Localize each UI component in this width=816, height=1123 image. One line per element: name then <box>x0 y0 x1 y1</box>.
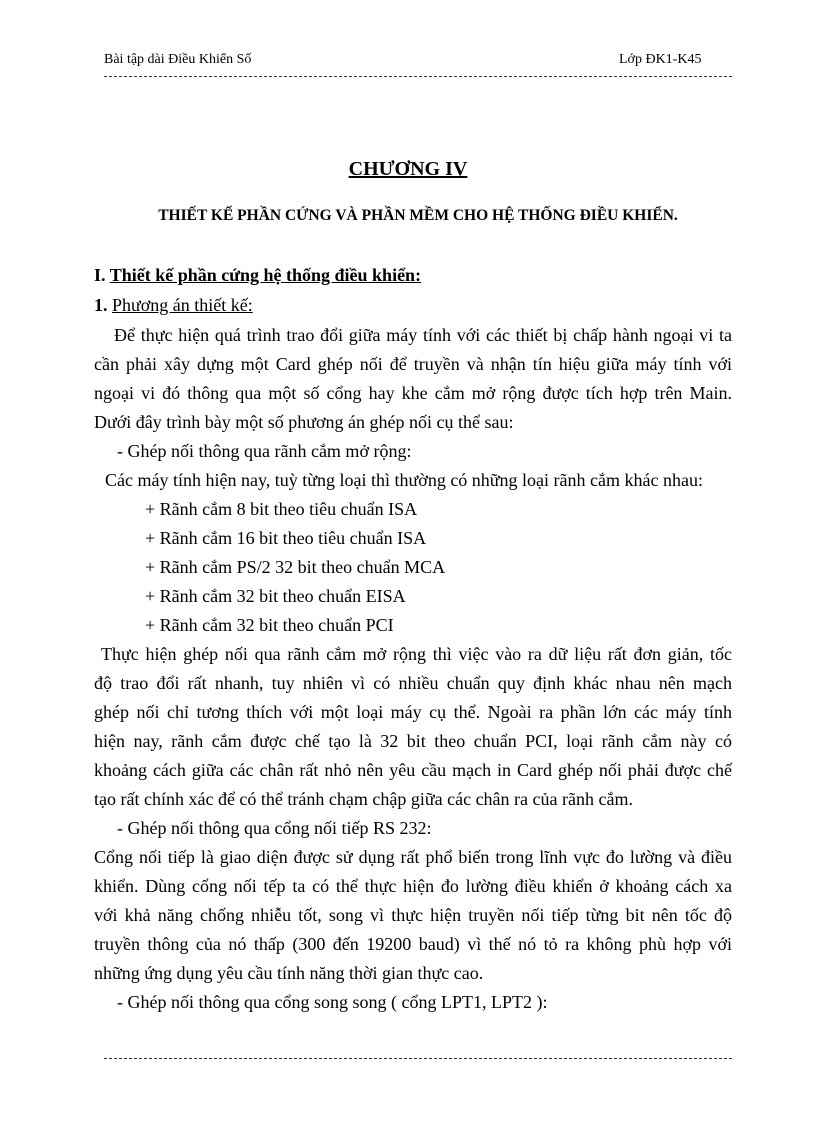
option-slot-intro: Các máy tính hiện nay, tuỳ từng loại thì thường có những loại rãnh cắm khác nhau: <box>105 470 703 490</box>
paragraph-line: Dưới đây trình bày một số phương án ghép nối cụ thể sau: <box>94 412 514 432</box>
option-slot: - Ghép nối thông qua rãnh cắm mở rộng: <box>117 441 412 461</box>
subsection-heading <box>94 294 732 316</box>
subsection-title: Phương án thiết kế: <box>112 295 253 315</box>
footer-divider <box>104 1058 732 1059</box>
paragraph-line: ghép nối chỉ tương thích với một loại máy cụ thể. Ngoài ra phần lớn các máy tính <box>94 702 732 722</box>
paragraph-line: Để thực hiện quá trình trao đổi giữa máy tính với các thiết bị chấp hành ngoại vi ta <box>114 325 732 345</box>
list-item: + Rãnh cắm 16 bit theo tiêu chuẩn ISA <box>145 528 427 548</box>
paragraph-line: tạo rất chính xác để có thể tránh chạm chập giữa các chân ra của rãnh cắm. <box>94 789 633 809</box>
section-number: I. <box>94 265 110 285</box>
chapter-title: CHƯƠNG IV <box>348 158 468 180</box>
section-heading <box>94 264 732 286</box>
paragraph-line: hiện nay, rãnh cắm được chế tạo là 32 bit theo chuẩn PCI, loại rãnh cắm này có <box>94 731 732 751</box>
paragraph-line: Cổng nối tiếp là giao diện được sử dụng rất phổ biến trong lĩnh vực đo lường và điều <box>94 847 732 867</box>
paragraph-line: độ trao đổi rất nhanh, tuy nhiên vì có nhiều chuẩn quy định khác nhau nên mạch <box>94 673 732 693</box>
paragraph-line: những ứng dụng yêu cầu tính năng thời gian thực cao. <box>94 963 484 983</box>
paragraph-line: với khả năng chống nhiễu tốt, song vì thực hiện truyền nối tiếp từng bit nên tốc độ <box>94 905 732 925</box>
list-item: + Rãnh cắm 8 bit theo tiêu chuẩn ISA <box>145 499 418 519</box>
header-course-title: Bài tập dài Điều Khiển Số <box>104 52 252 67</box>
option-serial: - Ghép nối thông qua cổng nối tiếp RS 232: <box>117 818 432 838</box>
paragraph-line: ngoại vi đó thông qua một số cổng hay khe cắm mở rộng được tích hợp trên Main. <box>94 383 732 403</box>
paragraph-line: khoảng cách giữa các chân rất nhỏ nên yêu cầu mạch in Card ghép nối phải được chế <box>94 760 732 780</box>
list-item: + Rãnh cắm PS/2 32 bit theo chuẩn MCA <box>145 557 446 577</box>
subsection-number: 1. <box>94 295 112 315</box>
option-parallel: - Ghép nối thông qua cổng song song ( cổng LPT1, LPT2 ): <box>117 992 548 1012</box>
paragraph-line: truyền thông của nó thấp (300 đến 19200 baud) vì thế nó tỏ ra không phù hợp với <box>94 934 732 954</box>
header-divider <box>104 76 732 77</box>
list-item: + Rãnh cắm 32 bit theo chuẩn PCI <box>145 615 394 635</box>
paragraph-line: khiển. Dùng cổng nối tếp ta có thể thực hiện đo lường điều khiển ở khoảng cách xa <box>94 876 732 896</box>
section-title: Thiết kế phần cứng hệ thống điều khiển: <box>109 265 422 285</box>
paragraph-line: cần phải xây dựng một Card ghép nối để truyền và nhận tín hiệu giữa máy tính với <box>94 354 732 374</box>
list-item: + Rãnh cắm 32 bit theo chuẩn EISA <box>145 586 406 606</box>
chapter-subtitle: THIẾT KẾ PHẦN CỨNG VÀ PHẦN MỀM CHO HỆ THỐNG ĐIỀU KHIỂN. <box>158 207 678 224</box>
paragraph-line: Thực hiện ghép nối qua rãnh cắm mở rộng thì việc vào ra dữ liệu rất đơn giản, tốc <box>101 644 732 664</box>
header-class-label: Lớp ĐK1-K45 <box>619 52 702 67</box>
